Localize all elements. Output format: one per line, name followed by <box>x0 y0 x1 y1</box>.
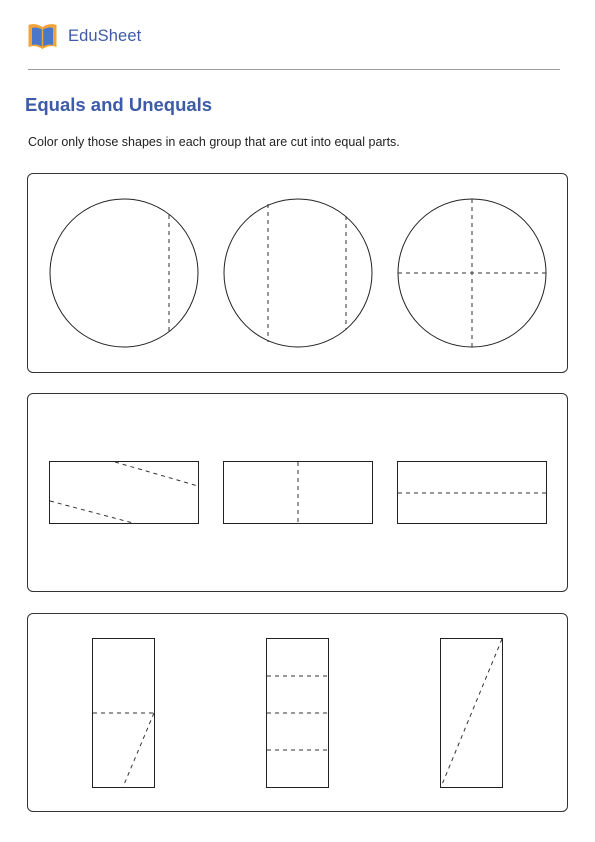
circle-shape-1[interactable] <box>49 198 199 348</box>
group-panel-tall-rectangles <box>27 613 568 812</box>
cut-line <box>50 501 133 523</box>
cut-line <box>123 713 154 787</box>
worksheet-title: Equals and Unequals <box>25 94 213 115</box>
cut-line <box>115 462 198 486</box>
rectangle-shape-2[interactable] <box>223 461 373 525</box>
worksheet-instruction: Color only those shapes in each group that are cut into equal parts. <box>28 135 400 149</box>
group-panel-circles <box>27 173 568 373</box>
header-divider <box>28 69 560 70</box>
brand-header <box>27 21 141 51</box>
rectangle-shape-3[interactable] <box>397 461 547 525</box>
circle-shape-2[interactable] <box>223 198 373 348</box>
rectangle-shape-1[interactable] <box>49 461 199 525</box>
tall-rectangle-shape-1[interactable] <box>92 638 156 788</box>
group-panel-rectangles <box>27 393 568 592</box>
open-book-icon <box>27 21 58 51</box>
brand-name: EduSheet <box>68 26 142 45</box>
cut-line <box>441 639 502 787</box>
tall-rectangle-shape-3[interactable] <box>440 638 504 788</box>
tall-rectangle-shape-2[interactable] <box>266 638 330 788</box>
circle-shape-3[interactable] <box>397 198 547 348</box>
